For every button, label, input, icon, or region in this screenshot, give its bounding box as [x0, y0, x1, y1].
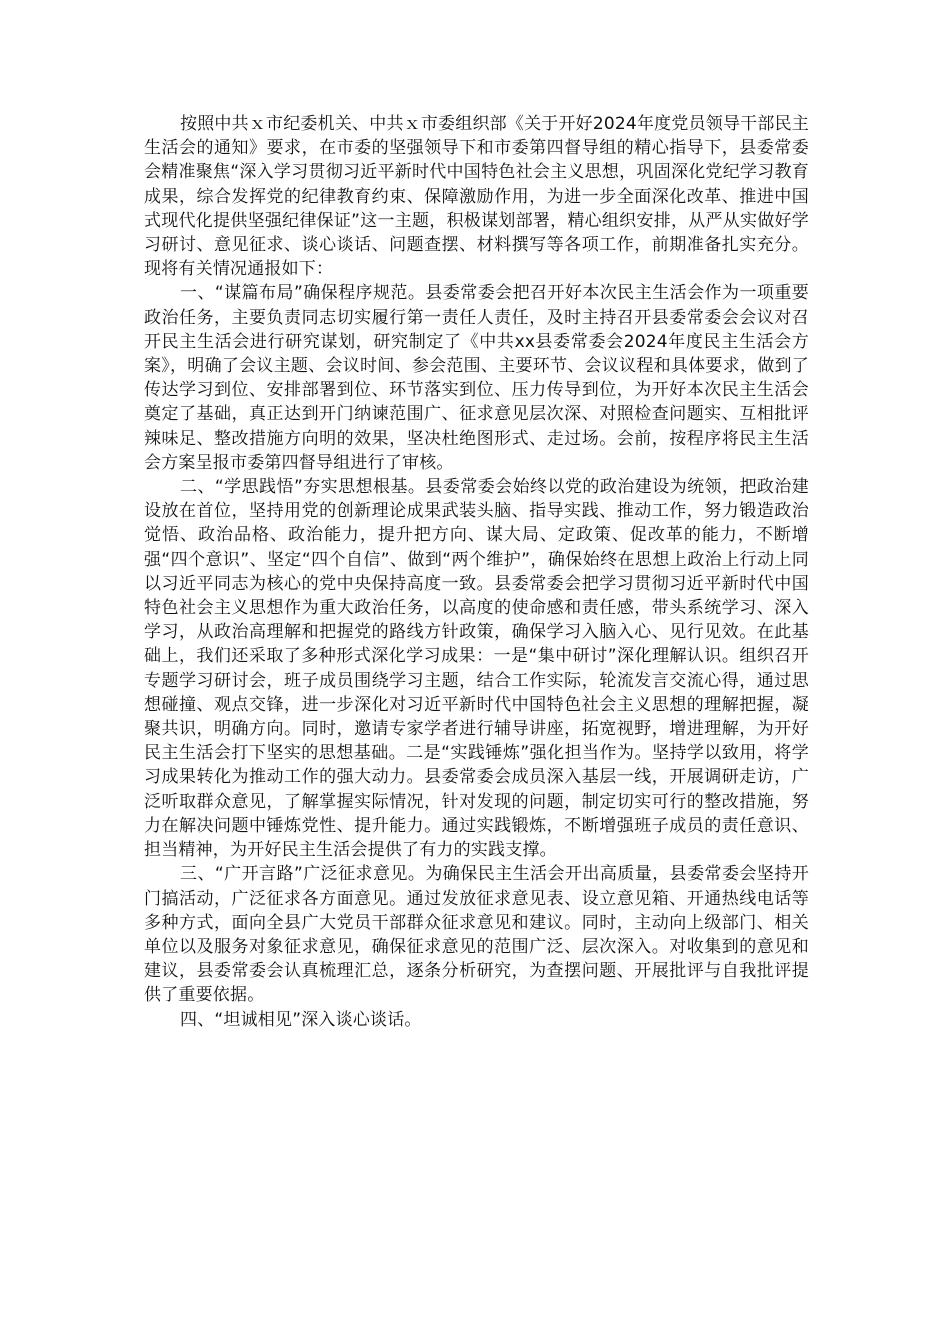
section-1-paragraph: 一、“谋篇布局”确保程序规范。县委常委会把召开好本次民主生活会作为一项重要政治任务，主要负责同志切实履行第一责任人责任，及时主持召开县委常委会会议对召开民主生活会进行研究谋划，研究制定了《中共xx县委常委会2024年度民主生活会方案》，明确了会议主题、会议时间、参会范围、主要环节、会议议程和具体要求，做到了传达学习到位、安排部署到位、环节落实到位、压力传导到位，为开好本次民主生活会奠定了基础，真正达到开门纳谏范围广、征求意见层次深、对照检查问题实、互相批评辣味足、整改措施方向明的效果，坚决杜绝图形式、走过场。会前，按程序将民主生活会方案呈报市委第四督导组进行了审核。: [144, 283, 809, 473]
intro-paragraph: 按照中共ｘ市纪委机关、中共ｘ市委组织部《关于开好2024年度党员领导干部民主生活会的通知》要求，在市委的坚强领导下和市委第四督导组的精心指导下，县委常委会精准聚焦“深入学习贯彻习近平新时代中国特色社会主义思想，巩固深化党纪学习教育成果，综合发挥党的纪律教育约束、保障激励作用，为进一步全面深化改革、推进中国式现代化提供坚强纪律保证”这一主题，积极谋划部署，精心组织安排，从严从实做好学习研讨、意见征求、谈心谈话、问题查摆、材料撰写等各项工作，前期准备扎实充分。现将有关情况通报如下：: [144, 114, 809, 280]
section-2-paragraph: 二、“学思践悟”夯实思想根基。县委常委会始终以党的政治建设为统领，把政治建设放在首位，坚持用党的创新理论成果武装头脑、指导实践、推动工作，努力锻造政治觉悟、政治品格、政治能力，提升把方向、谋大局、定政策、促改革的能力，不断增强“四个意识”、坚定“四个自信”、做到“两个维护”，确保始终在思想上政治上行动上同以习近平同志为核心的党中央保持高度一致。县委常委会把学习贯彻习近平新时代中国特色社会主义思想作为重大政治任务，以高度的使命感和责任感，带头系统学习、深入学习，从政治高理解和把握党的路线方针政策，确保学习入脑入心、见行见效。在此基础上，我们还采取了多种形式深化学习成果：一是“集中研讨”深化理解认识。组织召开专题学习研讨会，班子成员围绕学习主题，结合工作实际，轮流发言交流心得，通过思想碰撞、观点交锋，进一步深化对习近平新时代中国特色社会主义思想的理解把握，凝聚共识，明确方向。同时，邀请专家学者进行辅导讲座，拓宽视野，增进理解，为开好民主生活会打下坚实的思想基础。二是“实践锤炼”强化担当作为。坚持学以致用，将学习成果转化为推动工作的强大动力。县委常委会成员深入基层一线，开展调研走访，广泛听取群众意见，了解掌握实际情况，针对发现的问题，制定切实可行的整改措施，努力在解决问题中锤炼党性、提升能力。通过实践锻炼，不断增强班子成员的责任意识、担当精神，为开好民主生活会提供了有力的实践支撑。: [144, 477, 809, 861]
document-body: [144, 112, 809, 1032]
section-4-heading: 四、“坦诚相见”深入谈心谈话。: [180, 1009, 422, 1030]
section-3-paragraph: 三、“广开言路”广泛征求意见。为确保民主生活会开出高质量，县委常委会坚持开门搞活动，广泛征求各方面意见。通过发放征求意见表、设立意见箱、开通热线电话等多种方式，面向全县广大党员干部群众征求意见和建议。同时，主动向上级部门、相关单位以及服务对象征求意见，确保征求意见的范围广泛、层次深入。对收集到的意见和建议，县委常委会认真梳理汇总，逐条分析研究，为查摆问题、开展批评与自我批评提供了重要依据。: [144, 864, 809, 1006]
